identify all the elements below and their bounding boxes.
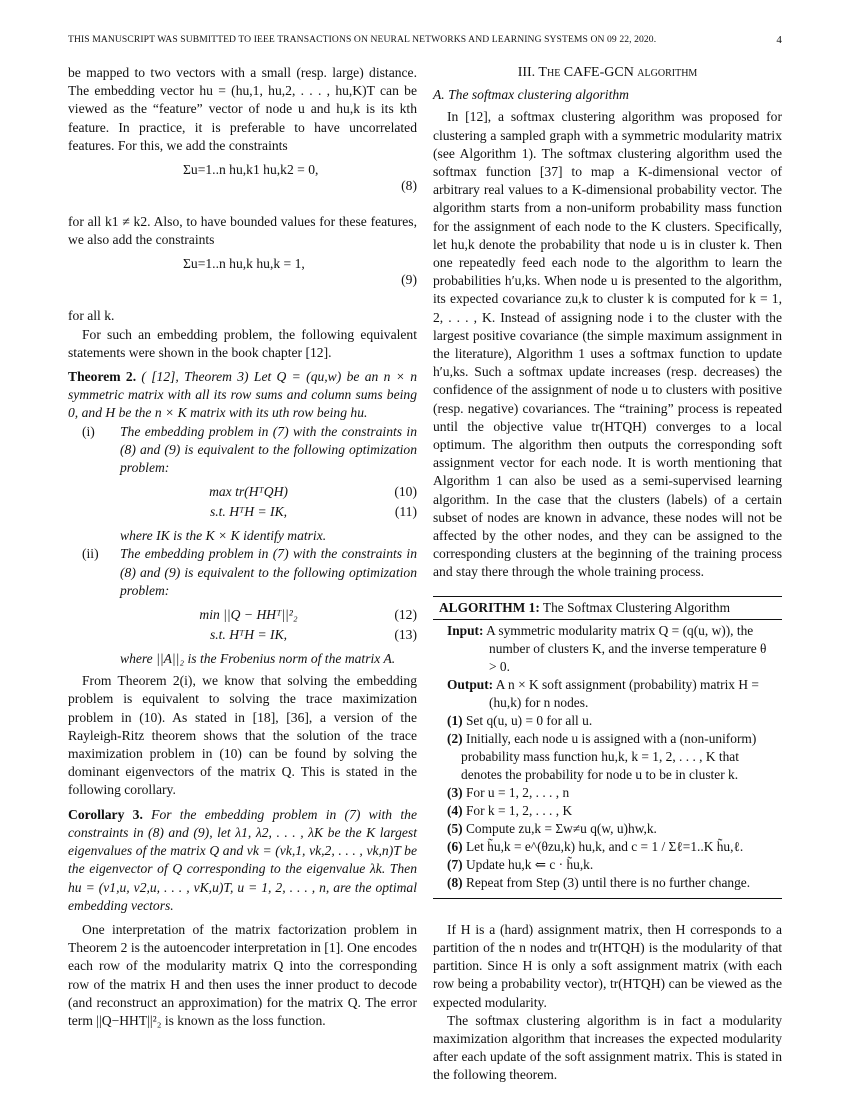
equation-13-number: (13) (394, 627, 417, 643)
equations-10-11 (68, 483, 417, 523)
step-number: (5) (447, 820, 463, 836)
equation-11-body: s.t. HᵀH = IK, (209, 504, 288, 520)
item-i-label: (i) (82, 423, 95, 439)
theorem-2-label: Theorem 2. (68, 369, 137, 385)
left-paragraph-6: One interpretation of the matrix factorization problem in Theorem 2 is the autoencoder interpretation in [1]. One encodes each row of the modularity matrix Q into the corresponding row of the matrix H and then uses the inner product to decode (and reconstruct an approximation) for the matrix Q. The error term ||Q−HHT||²₂ is known as the loss function. (68, 921, 417, 1028)
algorithm-step (447, 856, 776, 874)
algorithm-1-header (433, 597, 782, 620)
corollary-3-text: For the embedding problem in (7) with the constraints in (8) and (9), let λ1, λ2, . . . , λK be the K largest eigenvalues of the matrix Q and vk = (vk,1, vk,2, . . . , vk,n)T be the eigenvector of Q corresponding to the eigenvalue λk. Then hu = (v1,u, v2,u, . . . , vK,u)T, u = 1, 2, . . . , n, are the optimal embedding vectors. (68, 806, 417, 913)
equations-12-13 (68, 606, 417, 646)
right-paragraph-1: In [12], a softmax clustering algorithm was proposed for clustering a sampled graph with a symmetric modularity matrix (see Algorithm 1). The softmax clustering algorithm used the softmax function [37] to map a K-dimensional vector of arbitrary real values to a K-dimensional probability vector. The algorithm starts from a non-uniform probability mass function for the assignment of each node to the K clusters. Specifically, let hu,k denote the probability that node u is in cluster k. Then one repeatedly feed each node to the algorithm to learn the probabilities h′u,ks. When node u is presented to the algorithm, its expected covariance zu,k to cluster k is computed for k = 1, 2, . . . , K. Instead of assigning node i to the cluster with the largest positive covariance (the simple maximum assignment in the literature), Algorithm 1 uses a softmax function to update h′u,ks. Such a softmax update increases (resp. decreases) the confidence of the assignment of node u to clusters with positive (resp. negative) covariances. The “training” process is repeated until the objective value tr(HTQH) converges to a local optimum. The algorithm then outputs the corresponding soft assignment vector for each node. It is worth mentioning that Algorithm 1 can also be used as a semi-supervised learning algorithm. In the case that the clusters (labels) of a certain subset of nodes are known in advance, these nodes will not be affected by the other nodes, and they can be assigned to the corresponding clusters at the beginning of the training process and stay there through the whole training process. (433, 109, 782, 580)
algorithm-output (447, 676, 776, 712)
output-label: Output: (447, 676, 494, 692)
algorithm-step (447, 820, 776, 838)
step-text: Let h̃u,k = e^(θzu,k) hu,k, and c = 1 / Σℓ=1..K h̃u,ℓ. (465, 838, 744, 854)
equation-13-body: s.t. HᵀH = IK, (209, 627, 288, 643)
step-number: (6) (447, 838, 463, 854)
equation-12 (120, 606, 417, 626)
where-frobenius: where ||A||₂ is the Frobenius norm of the matrix A. (120, 651, 396, 667)
algorithm-step (447, 730, 776, 784)
step-number: (2) (447, 730, 463, 746)
algorithm-1-title: The Softmax Clustering Algorithm (542, 599, 731, 615)
theorem-2-text: ( [12], Theorem 3) Let Q = (qu,w) be an n × n symmetric matrix with all its row sums and column sums being 0, and H be the n × K matrix with its uth row being hu. (68, 369, 417, 421)
theorem-2 (68, 368, 417, 423)
right-paragraph-3: The softmax clustering algorithm is in fact a modularity maximization algorithm that increases the expected modularity after each update of the soft assignment matrix. This is stated in the following theorem. (433, 1012, 782, 1083)
algorithm-1-box (433, 596, 782, 899)
equation-9-body: Σu=1..n hu,k hu,k = 1, (183, 256, 305, 272)
item-ii-text: The embedding problem in (7) with the constraints in (8) and (9) is equivalent to the following optimization problem: (120, 546, 417, 598)
equation-10 (120, 483, 417, 503)
algorithm-1-label: ALGORITHM 1: (439, 599, 540, 615)
step-text: For k = 1, 2, . . . , K (465, 802, 573, 818)
header-text: THIS MANUSCRIPT WAS SUBMITTED TO IEEE TRANSACTIONS ON NEURAL NETWORKS AND LEARNING SYSTEMS ON 09 22, 2020. (68, 34, 657, 45)
step-text: Compute zu,k = Σw≠u q(w, u)hw,k. (465, 820, 657, 836)
step-number: (7) (447, 856, 463, 872)
corollary-3-label: Corollary 3. (68, 806, 143, 822)
item-i-text: The embedding problem in (7) with the constraints in (8) and (9) is equivalent to the following optimization problem: (120, 423, 417, 476)
item-ii-label: (ii) (82, 546, 99, 562)
subsection-title: A. The softmax clustering algorithm (433, 87, 629, 103)
equation-13 (120, 626, 417, 646)
equation-10-body: max tr(HᵀQH) (209, 484, 288, 500)
equation-9 (68, 255, 417, 307)
equation-11 (120, 503, 417, 523)
algorithm-1-body (433, 620, 782, 898)
section-title: III. The CAFE-GCN algorithm (517, 65, 698, 80)
step-number: (8) (447, 874, 463, 890)
input-text: A symmetric modularity matrix Q = (q(u, w)), the number of clusters K, and the inverse temperature θ > 0. (486, 622, 767, 674)
equation-10-number: (10) (394, 484, 417, 500)
input-label: Input: (447, 622, 484, 638)
page-number: 4 (776, 34, 782, 46)
algorithm-step (447, 874, 776, 892)
step-number: (1) (447, 712, 463, 728)
equation-9-number: (9) (401, 272, 417, 288)
step-text: For u = 1, 2, . . . , n (465, 784, 570, 800)
algorithm-step (447, 784, 776, 802)
step-text: Set q(u, u) = 0 for all u. (465, 712, 593, 728)
algorithm-step (447, 838, 776, 856)
step-text: Initially, each node u is assigned with a (non-uniform) probability mass function hu,k, k = 1, 2, . . . , K that denotes the probability for node u to be in cluster k. (461, 730, 757, 782)
theorem-item-i (68, 423, 417, 478)
right-column (433, 64, 782, 1085)
right-paragraph-2: If H is a (hard) assignment matrix, then H corresponds to a partition of the n nodes and tr(HTQH) is the modularity of that partition. Since H is only a soft assignment matrix (with each row being a probability vector), tr(HTQH) can be viewed as the expected modularity. (433, 921, 782, 1010)
left-paragraph-1: be mapped to two vectors with a small (resp. large) distance. The embedding vector hu = (hu,1, hu,2, . . . , hu,K)T can be viewed as the “feature” vector of node u and hu,k is its kth feature. In practice, it is preferable to have uncorrelated features. For this, we add the constraints (68, 65, 417, 153)
equation-8 (68, 161, 417, 213)
algorithm-step (447, 802, 776, 820)
running-header (68, 34, 782, 45)
equation-8-number: (8) (401, 178, 417, 194)
equation-12-body: min ||Q − HHᵀ||²₂ (199, 607, 298, 623)
theorem-item-ii (68, 545, 417, 600)
left-paragraph-2: for all k1 ≠ k2. Also, to have bounded values for these features, we also add the constraints (68, 214, 417, 248)
where-identity: where IK is the K × K identify matrix. (120, 528, 327, 544)
output-text: A n × K soft assignment (probability) matrix H = (hu,k) for n nodes. (489, 676, 759, 710)
algorithm-step (447, 712, 776, 730)
corollary-3 (68, 806, 417, 915)
algorithm-input (447, 622, 776, 676)
step-number: (4) (447, 802, 463, 818)
step-text: Repeat from Step (3) until there is no further change. (465, 874, 751, 890)
equation-8-body: Σu=1..n hu,k1 hu,k2 = 0, (183, 162, 319, 178)
step-text: Update hu,k ⇐ c · h̃u,k. (465, 856, 594, 872)
left-paragraph-3: for all k. (68, 308, 115, 324)
equation-11-number: (11) (394, 504, 417, 520)
left-paragraph-5: From Theorem 2(i), we know that solving the embedding problem is equivalent to solving the trace maximization problem in (10). As stated in [18], [36], a version of the Rayleigh-Ritz theorem shows that the solution of the trace maximization problem in (10) can be found by solving the dominant eigenvectors of the matrix Q. This is stated in the following corollary. (68, 673, 417, 798)
equation-12-number: (12) (394, 607, 417, 623)
step-number: (3) (447, 784, 463, 800)
left-paragraph-4: For such an embedding problem, the following equivalent statements were shown in the book chapter [12]. (68, 326, 417, 360)
left-column (68, 64, 417, 1030)
